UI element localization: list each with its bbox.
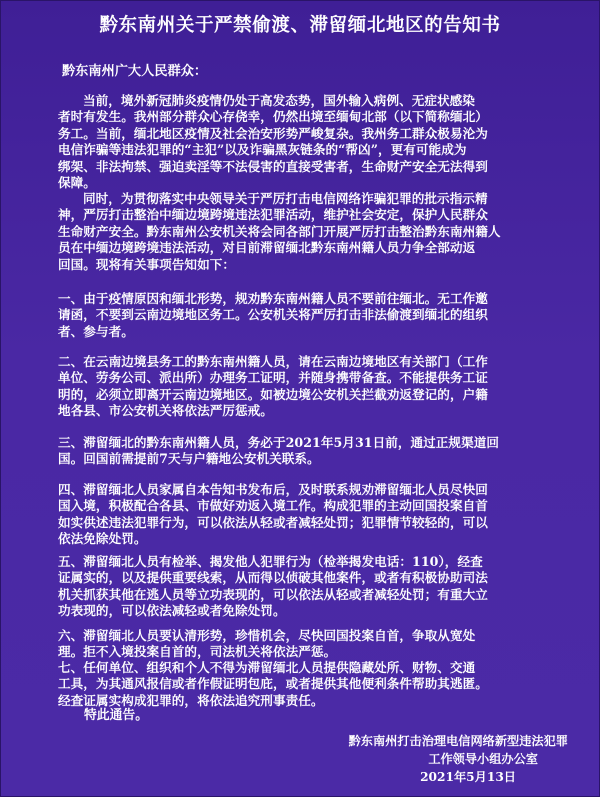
paragraph-line: 七、任何单位、组织和个人不得为滞留缅北人员提供隐藏处所、财物、交通 xyxy=(58,660,476,675)
paragraph-line: 证属实的，以及提供重要线索，从而得以侦破其他案件，或者有积极协助司法 xyxy=(58,570,488,586)
paragraph-line: 一、由于疫情原因和缅北形势，规劝黔东南州籍人员不要前往缅北。无工作邀 xyxy=(58,291,488,306)
item-4 xyxy=(58,482,555,548)
signature-org-line-1: 黔东南州打击治理电信网络新型违法犯罪 xyxy=(348,734,568,748)
paragraph-line: 国入境，积极配合各县、市做好劝返入境工作。构成犯罪的主动回国投案自首 xyxy=(58,498,488,514)
paragraph-line: 理。拒不入境投案自首的，司法机关将依法严惩。 xyxy=(58,644,337,660)
paragraph-line: 保障。 xyxy=(58,175,96,191)
paragraph-intro xyxy=(58,93,555,191)
item-7 xyxy=(58,660,555,709)
item-5 xyxy=(58,554,555,620)
paragraph-line: 机关抓获其他在逃人员等立功表现的，可以依法从轻或者减轻处罚；有重大立 xyxy=(58,586,488,602)
closing-remark: 特此通告。 xyxy=(84,708,148,723)
paragraph-line: 依法免除处罚。 xyxy=(58,531,147,547)
paragraph-line: 五、滞留缅北人员有检举、揭发他人犯罪行为（检举揭发电话：110），经查 xyxy=(58,554,483,569)
paragraph-line: 经查证属实构成犯罪的，将依法追究刑事责任。 xyxy=(58,692,324,708)
paragraph-line: 神，严厉打击整治中缅边境跨境违法犯罪活动，维护社会安定，保护人民群众 xyxy=(58,207,488,223)
paragraph-line: 地各县、市公安机关将依法严厉惩戒。 xyxy=(58,403,273,419)
paragraph-line: 工具，为其通风报信或者作假证明包庇，或者提供其他便利条件帮助其逃匿。 xyxy=(58,676,488,692)
item-2 xyxy=(58,354,555,420)
signature-org-line-2: 工作领导小组办公室 xyxy=(428,752,538,766)
paragraph-line: 者时有发生。我州部分群众心存侥幸，仍然出境至缅甸北部（以下简称缅北） xyxy=(58,109,488,125)
paragraph-line: 当前，境外新冠肺炎疫情仍处于高发态势，国外输入病例、无症状感染 xyxy=(83,93,475,108)
item-6 xyxy=(58,628,555,661)
paragraph-line: 四、滞留缅北人员家属自本告知书发布后，及时联系规劝滞留缅北人员尽快回 xyxy=(58,482,488,497)
paragraph-line: 功表现的，可以依法减轻或者免除处罚。 xyxy=(58,603,286,619)
paragraph-line: 国。回国前需提前7天与户籍地公安机关联系。 xyxy=(58,451,320,467)
item-3 xyxy=(58,435,555,468)
paragraph-line: 务工。当前，缅北地区疫情及社会治安形势严峻复杂。我州务工群众极易沦为 xyxy=(58,125,488,141)
paragraph-line: 回国。现将有关事项告知如下： xyxy=(58,256,236,272)
paragraph-line: 如实供述违法犯罪行为，可以依法从轻或者减轻处罚；犯罪情节较轻的，可以 xyxy=(58,514,488,530)
paragraph-purpose xyxy=(58,191,555,273)
paragraph-line: 二、在云南边境县务工的黔东南州籍人员，请在云南边境地区有关部门（工作 xyxy=(58,354,488,369)
signature-date: 2021年5月13日 xyxy=(420,770,516,784)
notice-title: 黔东南州关于严禁偷渡、滞留缅北地区的告知书 xyxy=(99,15,501,36)
paragraph-line: 员在中缅边境跨境违法活动，对目前滞留缅北黔东南州籍人员力争全部动返 xyxy=(58,240,476,256)
item-1 xyxy=(58,291,555,340)
paragraph-line: 明的，必须立即离开云南边境地区。如被边境公安机关拦截劝返登记的，户籍 xyxy=(58,386,488,402)
paragraph-line: 生命财产安全。黔东南州公安机关将会同各部门开展严厉打击整治黔东南州籍人 xyxy=(58,223,501,239)
paragraph-line: 者、参与者。 xyxy=(58,323,134,339)
paragraph-line: 电信诈骗等违法犯罪的“主犯”以及诈骗黑灰链条的“帮凶”，更有可能成为 xyxy=(58,142,467,158)
paragraph-line: 六、滞留缅北人员要认清形势，珍惜机会，尽快回国投案自首，争取从宽处 xyxy=(58,628,476,643)
paragraph-line: 同时，为贯彻落实中央领导关于严厉打击电信网络诈骗犯罪的批示指示精 xyxy=(83,191,488,206)
paragraph-line: 绑架、非法拘禁、强迫卖淫等不法侵害的直接受害者，生命财产安全无法得到 xyxy=(58,158,488,174)
paragraph-line: 单位、劳务公司、派出所）办理务工证明，并随身携带备查。不能提供务工证 xyxy=(58,370,488,386)
salutation: 黔东南州广大人民群众： xyxy=(62,64,208,79)
paragraph-line: 请函，不要到云南边境地区务工。公安机关将严厉打击非法偷渡到缅北的组织 xyxy=(58,307,488,323)
paragraph-line: 三、滞留缅北的黔东南州籍人员，务必于2021年5月31日前，通过正规渠道回 xyxy=(58,435,500,450)
